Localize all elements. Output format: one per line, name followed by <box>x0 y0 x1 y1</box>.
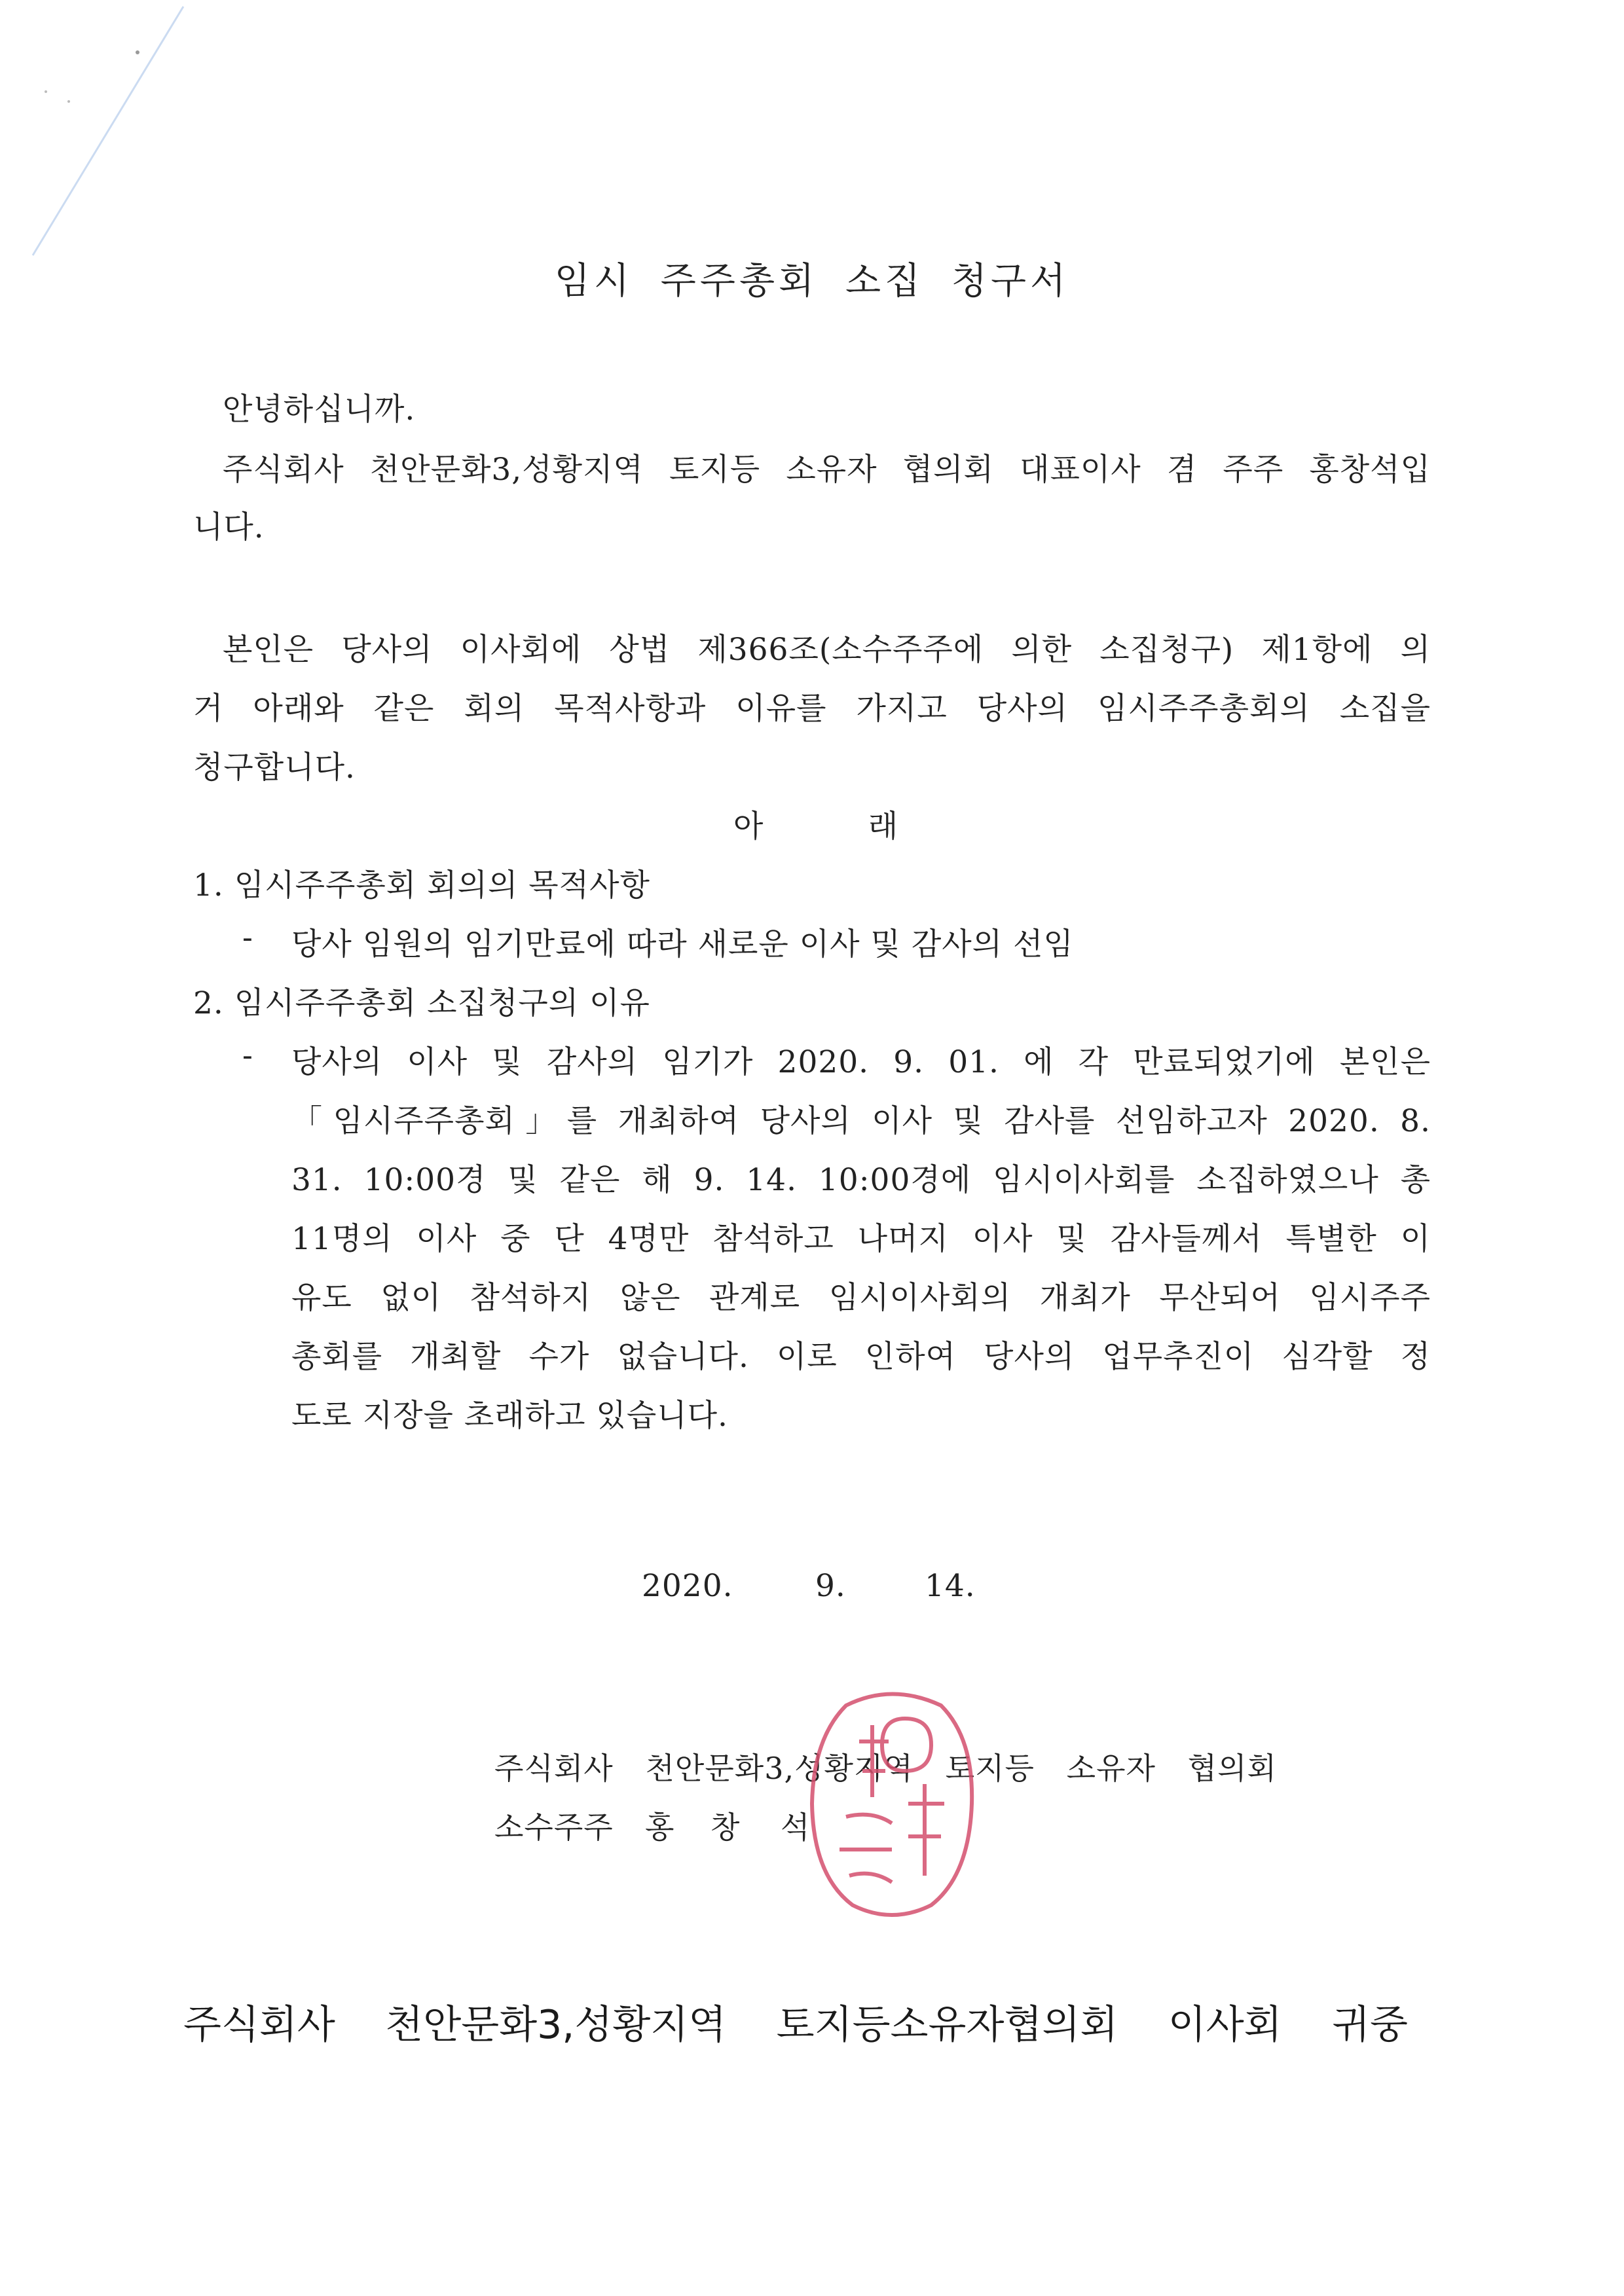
item-2-line-3: 31. 10:00경 및 같은 해 9. 14. 10:00경에 임시이사회를 소집하였으나 총 <box>291 1162 1431 1198</box>
request-line-1: 본인은 당사의 이사회에 상법 제366조(소수주주에 의한 소집청구) 제1항에 의 <box>223 632 1431 668</box>
date-year: 2020. <box>642 1568 733 1604</box>
item-2-heading: 2. 임시주주총회 소집청구의 이유 <box>193 985 650 1021</box>
date-day: 14. <box>925 1568 976 1604</box>
signature-name-3: 석 <box>781 1810 811 1845</box>
signature-organization: 주식회사 천안문화3,성황지역 토지등 소유자 협의회 <box>494 1751 1277 1786</box>
document-title: 임시 주주총회 소집 청구서 <box>554 260 1070 302</box>
item-2-line-4: 11명의 이사 중 단 4명만 참석하고 나머지 이사 및 감사들께서 특별한 이 <box>291 1221 1431 1257</box>
intro-line-1: 주식회사 천안문화3,성황지역 토지등 소유자 협의회 대표이사 겸 주주 홍창석입 <box>223 452 1431 488</box>
below-heading: 아 래 <box>733 809 899 845</box>
item-1-heading: 1. 임시주주총회 회의의 목적사항 <box>193 867 650 903</box>
signature-name-2: 창 <box>710 1810 741 1845</box>
item-1-bullet: - <box>242 920 253 956</box>
item-2-bullet: - <box>242 1038 253 1074</box>
item-2-line-6: 총회를 개최할 수가 없습니다. 이로 인하여 당사의 업무추진이 심각할 정 <box>291 1339 1431 1375</box>
seal-stamp-icon <box>800 1679 984 1928</box>
item-2-line-1: 당사의 이사 및 감사의 임기가 2020. 9. 01. 에 각 만료되었기에 본인은 <box>291 1044 1431 1080</box>
item-2-line-7: 도로 지장을 초래하고 있습니다. <box>291 1398 728 1434</box>
request-line-3: 청구합니다. <box>193 750 356 786</box>
greeting: 안녕하십니까. <box>223 392 416 428</box>
signature-name-1: 홍 <box>645 1810 675 1845</box>
scan-artifact <box>20 0 190 262</box>
intro-line-2: 니다. <box>193 509 265 545</box>
request-line-2: 거 아래와 같은 회의 목적사항과 이유를 가지고 당사의 임시주주총회의 소집을 <box>193 691 1431 727</box>
date-month: 9. <box>815 1568 846 1604</box>
addressee: 주식회사 천안문화3,성황지역 토지등소유자협의회 이사회 귀중 <box>183 2002 1408 2048</box>
item-2-line-5: 유도 없이 참석하지 않은 관계로 임시이사회의 개최가 무산되어 임시주주 <box>291 1280 1431 1316</box>
item-2-line-2: 「임시주주총회」를 개최하여 당사의 이사 및 감사를 선임하고자 2020. 8. <box>291 1103 1431 1139</box>
seal-text: 홍창석인 <box>800 1679 803 1680</box>
item-1-line-1: 당사 임원의 임기만료에 따라 새로운 이사 및 감사의 선임 <box>291 926 1074 962</box>
signature-role: 소수주주 <box>494 1810 614 1845</box>
